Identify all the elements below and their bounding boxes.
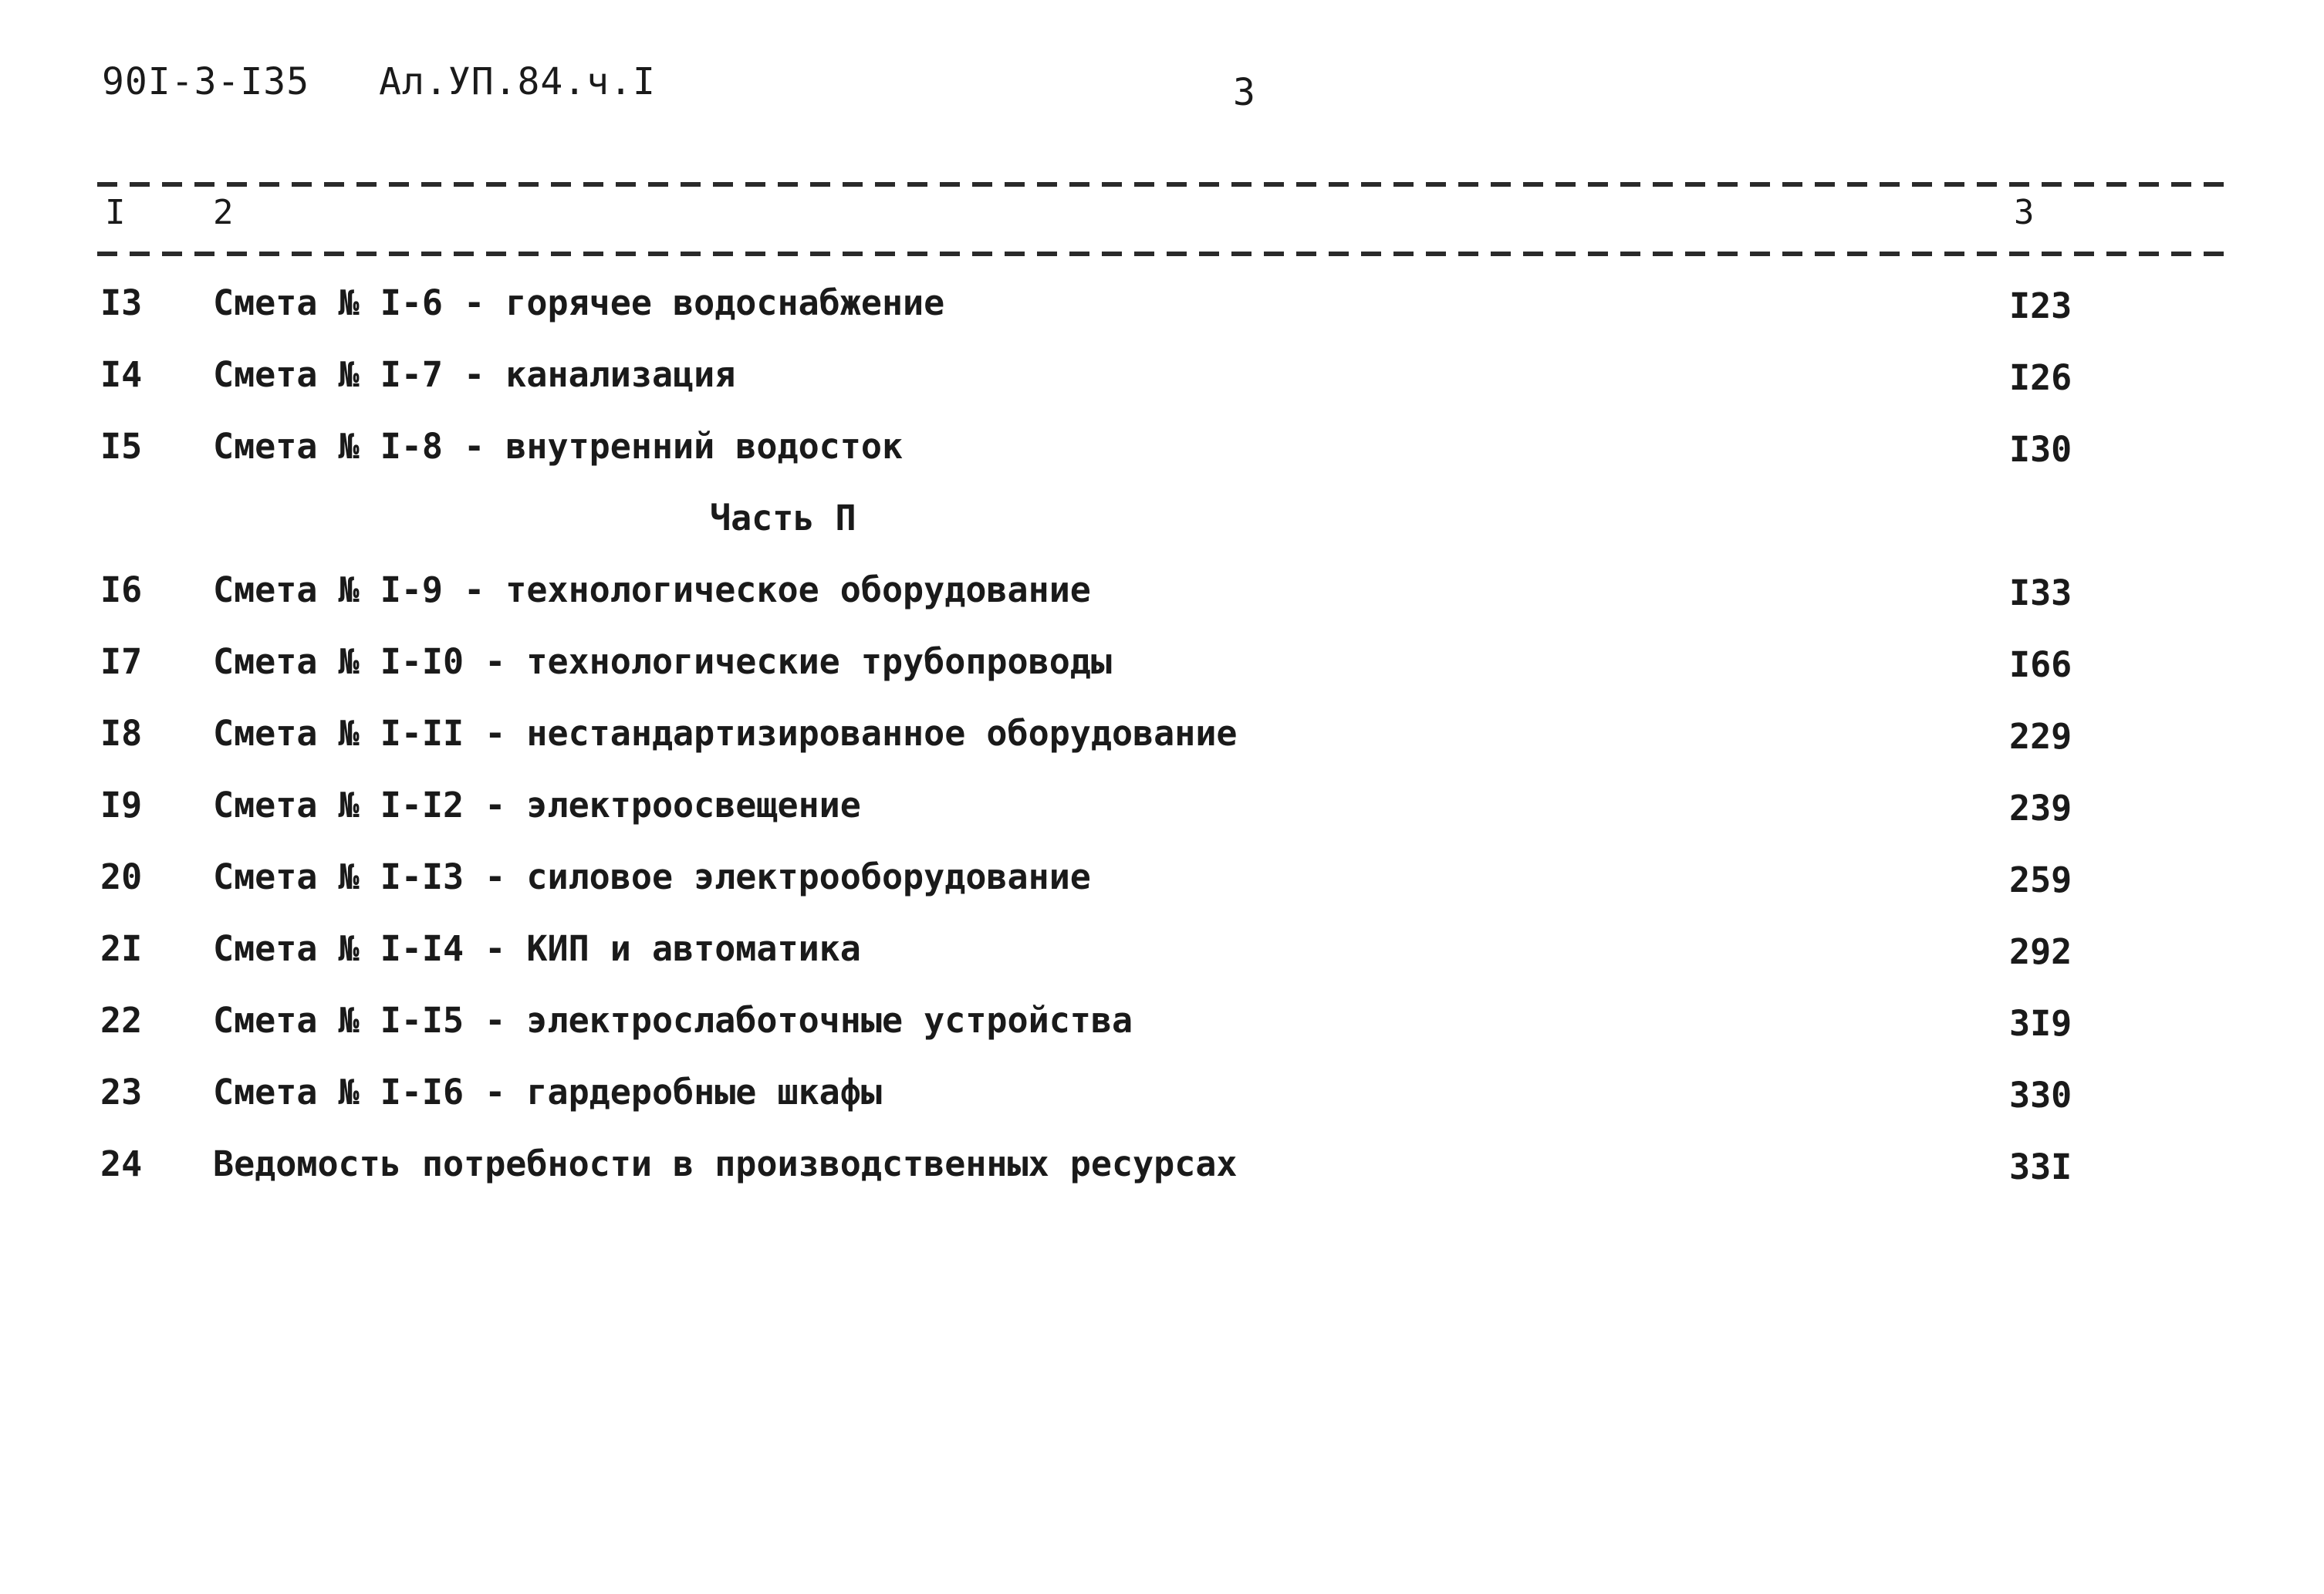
table-row bbox=[0, 1133, 2324, 1204]
row-page: I66 bbox=[2009, 644, 2072, 685]
row-page: 259 bbox=[2009, 859, 2072, 900]
row-number: I3 bbox=[100, 282, 143, 323]
table-row bbox=[0, 559, 2324, 630]
sheet-code: Ал.УП.84.ч.I bbox=[379, 60, 656, 103]
row-page: I23 bbox=[2009, 285, 2072, 326]
table-row bbox=[0, 343, 2324, 415]
row-number: I7 bbox=[100, 641, 143, 682]
table-row bbox=[0, 846, 2324, 917]
row-title: Смета № I-I2 - электроосвещение bbox=[213, 785, 861, 826]
row-number: 20 bbox=[100, 856, 143, 897]
table-top-rule bbox=[97, 182, 2234, 187]
row-page: 229 bbox=[2009, 716, 2072, 757]
document-code: 90I-3-I35 bbox=[102, 60, 310, 103]
document-header bbox=[102, 60, 656, 103]
row-title: Ведомость потребности в производственных ресурсах bbox=[213, 1143, 1238, 1184]
table-row bbox=[0, 989, 2324, 1061]
table-row bbox=[0, 272, 2324, 343]
row-page: 292 bbox=[2009, 931, 2072, 972]
row-title: Смета № I-I6 - гардеробные шкафы bbox=[213, 1072, 882, 1113]
table-row bbox=[0, 415, 2324, 487]
section-heading-row bbox=[0, 487, 2324, 559]
row-number: I8 bbox=[100, 713, 143, 754]
column-header-page: 3 bbox=[2014, 193, 2035, 232]
row-number: I5 bbox=[100, 426, 143, 467]
table-row bbox=[0, 630, 2324, 702]
section-heading: Часть П bbox=[710, 498, 856, 539]
row-title: Смета № I-I0 - технологические трубопроводы bbox=[213, 641, 1112, 682]
row-number: I6 bbox=[100, 569, 143, 610]
row-title: Смета № I-8 - внутренний водосток bbox=[213, 426, 904, 467]
row-title: Смета № I-I4 - КИП и автоматика bbox=[213, 928, 861, 969]
column-header-number: I bbox=[105, 193, 126, 232]
row-number: I4 bbox=[100, 354, 143, 395]
column-header-title: 2 bbox=[213, 193, 234, 232]
row-page: I30 bbox=[2009, 429, 2072, 470]
table-header-rule bbox=[97, 252, 2234, 256]
row-title: Смета № I-9 - технологическое оборудование bbox=[213, 569, 1091, 610]
row-page: I33 bbox=[2009, 572, 2072, 613]
row-title: Смета № I-II - нестандартизированное оборудование bbox=[213, 713, 1238, 754]
row-page: 239 bbox=[2009, 788, 2072, 829]
row-title: Смета № I-7 - канализация bbox=[213, 354, 736, 395]
row-number: 23 bbox=[100, 1072, 143, 1113]
row-page: I26 bbox=[2009, 357, 2072, 398]
row-number: 2I bbox=[100, 928, 143, 969]
page-number: 3 bbox=[1233, 71, 1255, 114]
row-title: Смета № I-6 - горячее водоснабжение bbox=[213, 282, 945, 323]
table-body bbox=[0, 272, 2324, 1204]
row-page: 330 bbox=[2009, 1075, 2072, 1116]
row-title: Смета № I-I3 - силовое электрооборудование bbox=[213, 856, 1091, 897]
row-page: 33I bbox=[2009, 1147, 2072, 1187]
table-row bbox=[0, 1061, 2324, 1133]
row-number: I9 bbox=[100, 785, 143, 826]
row-number: 22 bbox=[100, 1000, 143, 1041]
table-row bbox=[0, 774, 2324, 846]
row-page: 3I9 bbox=[2009, 1003, 2072, 1044]
table-row bbox=[0, 702, 2324, 774]
row-number: 24 bbox=[100, 1143, 143, 1184]
row-title: Смета № I-I5 - электрослаботочные устройства bbox=[213, 1000, 1133, 1041]
table-row bbox=[0, 917, 2324, 989]
